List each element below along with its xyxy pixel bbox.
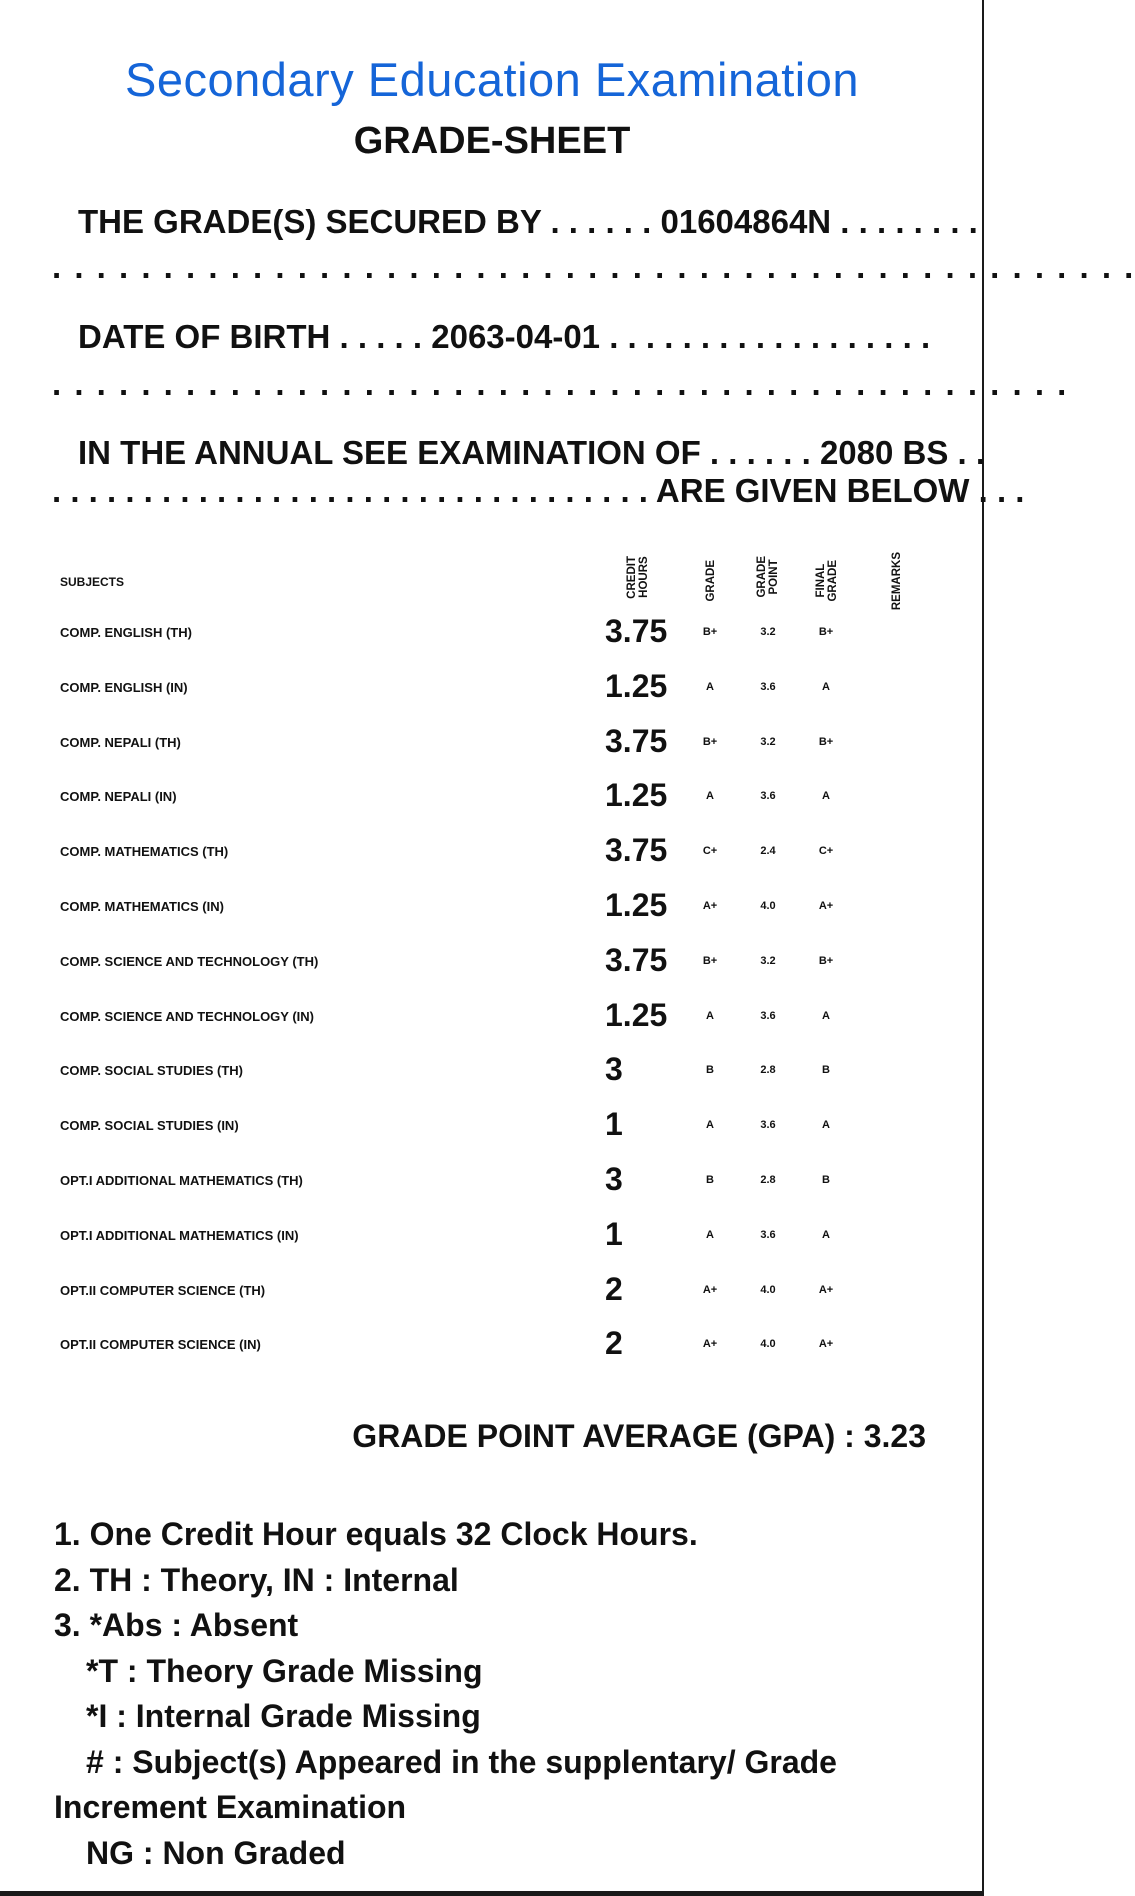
table-row	[0, 1161, 984, 1201]
credit-hours: 1.25	[605, 996, 668, 1033]
table-row	[0, 887, 984, 927]
dot-leader: . . . . . . . . . . . . . . . . . .	[600, 318, 931, 355]
grade-point: 2.8	[760, 1064, 776, 1077]
dot-leader: . . . . . .	[700, 434, 820, 471]
page-bottom-border	[0, 1891, 984, 1896]
table-row	[0, 1106, 984, 1146]
dot-leader: . . . . .	[330, 318, 432, 355]
subject-name: OPT.I ADDITIONAL MATHEMATICS (IN)	[60, 1227, 299, 1243]
subject-name: COMP. SOCIAL STUDIES (TH)	[60, 1063, 243, 1079]
grade: B	[706, 1174, 714, 1186]
final-grade: A	[822, 790, 830, 803]
dot-leader: . . . . . . . . . . . . . . . . . . . . . . . . . . . . . . . . .	[52, 472, 656, 509]
grade: A+	[702, 900, 718, 912]
grade: C+	[702, 845, 718, 858]
subject-name: COMP. SOCIAL STUDIES (IN)	[60, 1118, 239, 1134]
grade-point: 3.6	[760, 1119, 776, 1132]
dot-leader: . . . . . .	[541, 203, 661, 240]
header-grade: GRADE	[705, 560, 717, 602]
credit-hours: 3.75	[605, 722, 668, 759]
grade-point: 3.6	[760, 790, 776, 803]
note-absent: 3. *Abs : Absent	[54, 1607, 299, 1643]
grade: B+	[702, 954, 718, 967]
table-row	[0, 723, 984, 763]
header-subjects: SUBJECTS	[60, 575, 125, 589]
subject-name: COMP. MATHEMATICS (IN)	[60, 899, 224, 914]
page-title: Secondary Education Examination	[125, 53, 859, 106]
subject-name: COMP. NEPALI (TH)	[60, 734, 181, 750]
note-theory-missing: *T : Theory Grade Missing	[86, 1652, 483, 1689]
grade: A	[706, 1119, 714, 1132]
dob-line	[78, 318, 930, 356]
credit-hours: 2	[605, 1270, 623, 1307]
final-grade: A	[822, 1009, 830, 1022]
grade: B+	[702, 735, 718, 748]
notes-section	[54, 1512, 954, 1876]
credit-hours: 3.75	[605, 832, 668, 869]
table-row	[0, 1216, 984, 1256]
final-grade: A	[822, 1228, 830, 1241]
subject-name: OPT.I ADDITIONAL MATHEMATICS (TH)	[60, 1173, 303, 1188]
subject-name: COMP. SCIENCE AND TECHNOLOGY (TH)	[60, 953, 319, 969]
table-row	[0, 668, 984, 708]
table-row	[0, 997, 984, 1037]
grade: A+	[702, 1283, 718, 1296]
final-grade: C+	[818, 845, 834, 858]
table-row	[0, 942, 984, 982]
credit-hours: 1.25	[605, 777, 668, 814]
note-credit-hour: 1. One Credit Hour equals 32 Clock Hours.	[54, 1516, 698, 1552]
final-grade: A+	[818, 900, 834, 912]
note-supplementary-cont: Increment Examination	[54, 1789, 407, 1825]
table-row	[0, 613, 984, 653]
grade-point: 3.6	[760, 680, 776, 693]
subject-name: COMP. SCIENCE AND TECHNOLOGY (IN)	[60, 1008, 315, 1024]
note-non-graded: NG : Non Graded	[86, 1834, 346, 1871]
table-row	[0, 777, 984, 817]
credit-hours: 1.25	[605, 667, 668, 704]
subject-name: OPT.II COMPUTER SCIENCE (IN)	[60, 1337, 261, 1353]
exam-label: IN THE ANNUAL SEE EXAMINATION OF	[78, 434, 701, 471]
secured-by-label: THE GRADE(S) SECURED BY	[78, 203, 542, 240]
note-th-in: 2. TH : Theory, IN : Internal	[54, 1561, 459, 1598]
dot-leader-line: . . . . . . . . . . . . . . . . . . . . . . . . . . . . . . . . . . . . . . . . . . . . . . . . .	[52, 248, 1135, 285]
header-remarks: REMARKS	[891, 552, 903, 611]
credit-hours: 1	[605, 1215, 623, 1252]
grade: A	[706, 1009, 714, 1022]
grade-point: 3.2	[760, 626, 776, 638]
final-grade: B	[822, 1174, 830, 1186]
grade: A	[706, 680, 714, 693]
grade: B	[706, 1064, 714, 1077]
final-grade: A+	[818, 1283, 834, 1296]
table-row	[0, 1325, 984, 1365]
subject-name: COMP. NEPALI (IN)	[60, 789, 177, 805]
table-row	[0, 1051, 984, 1091]
credit-hours: 3.75	[605, 613, 668, 649]
given-below-line	[52, 472, 1024, 510]
header-grade-point: GRADE POINT	[756, 556, 780, 598]
grade: A	[706, 1228, 714, 1241]
grade-point: 3.2	[760, 954, 776, 967]
grade: A+	[702, 1338, 718, 1351]
subject-name: OPT.II COMPUTER SCIENCE (TH)	[60, 1282, 266, 1298]
table-row	[0, 1271, 984, 1311]
grade-point: 4.0	[760, 900, 776, 912]
grade-point: 3.6	[760, 1228, 776, 1241]
credit-hours: 2	[605, 1325, 623, 1362]
grade: A	[706, 790, 714, 803]
final-grade: B+	[818, 954, 834, 967]
grade-point: 4.0	[760, 1338, 776, 1351]
grade-point: 4.0	[760, 1283, 776, 1296]
credit-hours: 3	[605, 1161, 623, 1197]
final-grade: B+	[818, 735, 834, 748]
final-grade: A	[822, 680, 830, 693]
dot-leader-line: . . . . . . . . . . . . . . . . . . . . . . . . . . . . . . . . . . . . . . . . . . . . . .	[52, 365, 1069, 402]
credit-hours: 1	[605, 1106, 623, 1143]
given-below-text: ARE GIVEN BELOW	[655, 472, 970, 509]
credit-hours: 3.75	[605, 941, 668, 978]
note-internal-missing: *I : Internal Grade Missing	[86, 1698, 481, 1734]
dot-leader: . . . . . . . .	[831, 203, 978, 240]
grade-point: 3.2	[760, 735, 776, 748]
symbol-number: 01604864N	[660, 203, 832, 240]
credit-hours: 3	[605, 1051, 623, 1088]
credit-hours: 1.25	[605, 887, 668, 923]
final-grade: B	[822, 1064, 830, 1077]
grade-point: 2.4	[760, 845, 776, 858]
exam-year: 2080 BS	[819, 434, 949, 471]
subject-name: COMP. ENGLISH (IN)	[60, 679, 188, 695]
dob-label: DATE OF BIRTH	[78, 318, 331, 355]
final-grade: A+	[818, 1338, 834, 1351]
note-supplementary: # : Subject(s) Appeared in the supplentary/ Grade	[86, 1743, 837, 1780]
table-row	[0, 832, 984, 872]
final-grade: A	[822, 1119, 830, 1132]
subject-name: COMP. ENGLISH (TH)	[60, 625, 192, 640]
secured-by-line	[78, 203, 978, 241]
grade: B+	[702, 626, 718, 638]
gpa-line: GRADE POINT AVERAGE (GPA) : 3.23	[352, 1418, 926, 1454]
dob-value: 2063-04-01	[431, 318, 601, 355]
grade-point: 2.8	[760, 1174, 776, 1186]
header-final-grade: FINAL GRADE	[815, 560, 839, 602]
final-grade: B+	[818, 626, 834, 638]
dot-leader: . . .	[969, 472, 1025, 509]
subject-name: COMP. MATHEMATICS (TH)	[60, 844, 229, 860]
header-credit-hours: CREDIT HOURS	[626, 556, 650, 599]
page-subtitle: GRADE-SHEET	[353, 120, 631, 162]
dot-leader: . .	[948, 434, 986, 471]
exam-line	[78, 434, 985, 472]
grade-point: 3.6	[760, 1009, 776, 1022]
